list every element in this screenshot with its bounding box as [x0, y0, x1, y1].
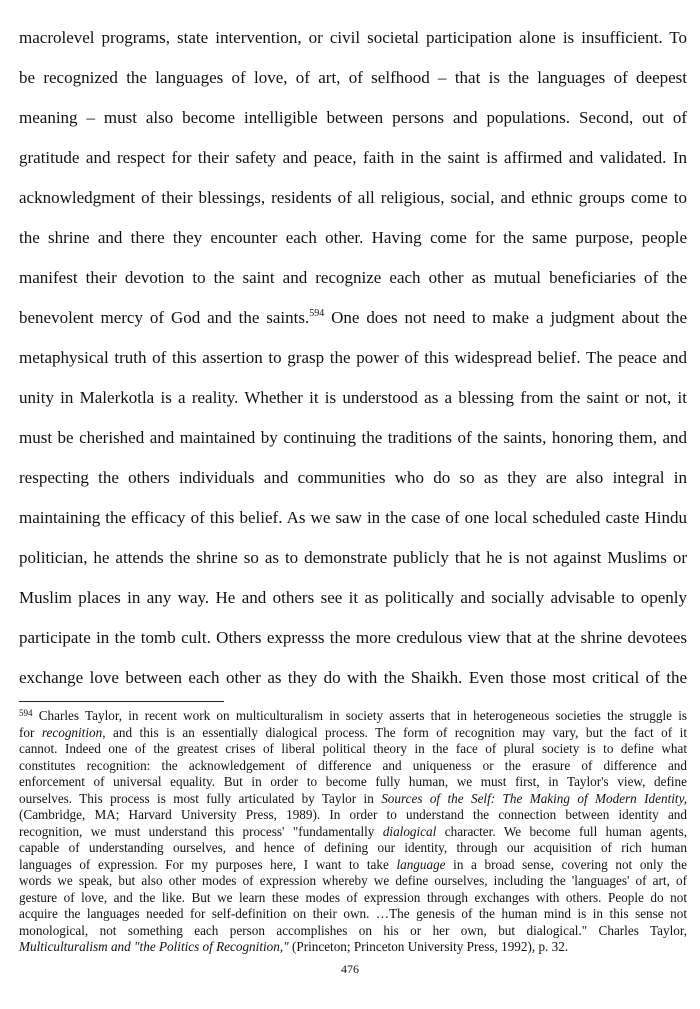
- footnote-line: [19, 906, 687, 923]
- footnote-text: , and this is an essentially dialogical process. The form of recognition may vary, but the fact of it: [102, 724, 687, 740]
- footnote-line: [19, 939, 687, 956]
- body-line: unity in Malerkotla is a reality. Whether it is understood as a blessing from the saint or not, it: [19, 388, 687, 407]
- footnote-italic-text: Sources of the Self: The Making of Modern Identity,: [381, 790, 688, 806]
- footnote-marker: 594: [19, 708, 33, 718]
- body-line: acknowledgment of their blessings, residents of all religious, social, and ethnic groups come to: [19, 188, 687, 207]
- footnote-line: [19, 890, 687, 907]
- footnote-text: acquire the languages needed for self-definition on their own. …The genesis of the human mind is in this sense not: [19, 906, 687, 921]
- footnote-text: gesture of love, and the like. But we learn these modes of expression through exchanges with others. People do not: [19, 889, 687, 905]
- body-line: the shrine and there they encounter each other. Having come for the same purpose, people: [19, 228, 687, 247]
- footnote-line: [19, 857, 687, 874]
- body-line: be recognized the languages of love, of art, of selfhood – that is the languages of deepest: [19, 68, 687, 87]
- body-text: [19, 24, 687, 704]
- footnote-italic-text: Multiculturalism and "the Politics of Recognition,": [19, 939, 289, 954]
- body-line: participate in the tomb cult. Others expresss the more credulous view that at the shrine devotees: [19, 628, 687, 647]
- footnote-text: ourselves. This process is most fully articulated by Taylor in: [19, 790, 382, 806]
- body-line-text: One does not need to make a judgment about the: [324, 308, 687, 327]
- footnote-text: enforcement of universal equality. But in order to become fully human, we must first, in Taylor's view, define: [19, 774, 687, 789]
- footnote-line: [19, 741, 687, 758]
- body-line: maintaining the efficacy of this belief. As we saw in the case of one local scheduled caste Hindu: [19, 508, 687, 527]
- body-line: exchange love between each other as they do with the Shaikh. Even those most critical of the: [19, 668, 687, 687]
- footnote-italic-text: dialogical: [382, 823, 437, 839]
- footnote-line: [19, 807, 687, 824]
- body-line: metaphysical truth of this assertion to grasp the power of this widespread belief. The peace and: [19, 348, 687, 367]
- footnote-reference: 594: [309, 308, 325, 319]
- body-line: Muslim places in any way. He and others see it as politically and socially advisable to openly: [19, 588, 687, 607]
- footnote-line: [19, 725, 687, 742]
- body-line: macrolevel programs, state intervention, or civil societal participation alone is insufficient. To: [19, 28, 687, 47]
- footnote-line: [19, 824, 687, 841]
- footnote-text: character. We become full human agents,: [436, 823, 688, 839]
- body-line: [19, 304, 687, 344]
- body-line: must be cherished and maintained by continuing the traditions of the saints, honoring them, and: [19, 428, 687, 447]
- body-line: manifest their devotion to the saint and recognize each other as mutual beneficiaries of the: [19, 268, 687, 287]
- body-line: respecting the others individuals and communities who do so as they are also integral in: [19, 468, 687, 487]
- footnote-separator: [19, 701, 224, 702]
- body-line: gratitude and respect for their safety and peace, faith in the saint is affirmed and validated. In: [19, 148, 687, 167]
- footnote-text: Charles Taylor, in recent work on multiculturalism in society asserts that in heterogeneous societies the struggle is: [32, 708, 687, 723]
- footnote-text: capable of understanding ourselves, and hence of defining our identity, through our acquisition of rich human: [19, 840, 687, 855]
- body-line: politician, he attends the shrine so as to demonstrate publicly that he is not against Muslims or: [19, 548, 687, 567]
- footnote-text: monological, not something each person accomplishes on his or her own, but dialogical." Charles Taylor,: [19, 922, 687, 938]
- footnote-text: for: [19, 724, 42, 740]
- footnote-line: [19, 923, 687, 940]
- footnote-line: [19, 873, 687, 890]
- footnote-line: [19, 758, 687, 775]
- footnote-line: [19, 791, 687, 808]
- footnote-594: [19, 708, 687, 956]
- footnote-text: words we speak, but also other modes of expression whereby we define ourselves, including the 'languages' of art, of: [19, 873, 687, 888]
- page-number: 476: [341, 962, 359, 976]
- body-line: meaning – must also become intelligible between persons and populations. Second, out of: [19, 108, 687, 127]
- footnote-text: (Cambridge, MA; Harvard University Press, 1989). In order to understand the connection between identity and: [19, 807, 687, 822]
- footnote-italic-text: recognition: [41, 724, 103, 740]
- footnote-text: (Princeton; Princeton University Press, 1992), p. 32.: [288, 939, 569, 954]
- footnote-text: cannot. Indeed one of the greatest crises of liberal political theory in the face of plural society is to define what: [19, 741, 687, 756]
- footnote-text: recognition, we must understand this process' "fundamentally: [19, 823, 383, 839]
- footnote-line: [19, 708, 687, 725]
- footnote-text: languages of expression. For my purposes here, I want to take: [19, 856, 397, 872]
- footnote-italic-text: language: [396, 856, 446, 872]
- footnote-line: [19, 840, 687, 857]
- footnote-line: [19, 774, 687, 791]
- footnote-text: constitutes recognition: the acknowledgement of difference and uniqueness or the erasure of difference and: [19, 757, 687, 773]
- body-line-text: benevolent mercy of God and the saints.: [19, 308, 310, 327]
- footnote-text: in a broad sense, covering not only the: [445, 856, 687, 872]
